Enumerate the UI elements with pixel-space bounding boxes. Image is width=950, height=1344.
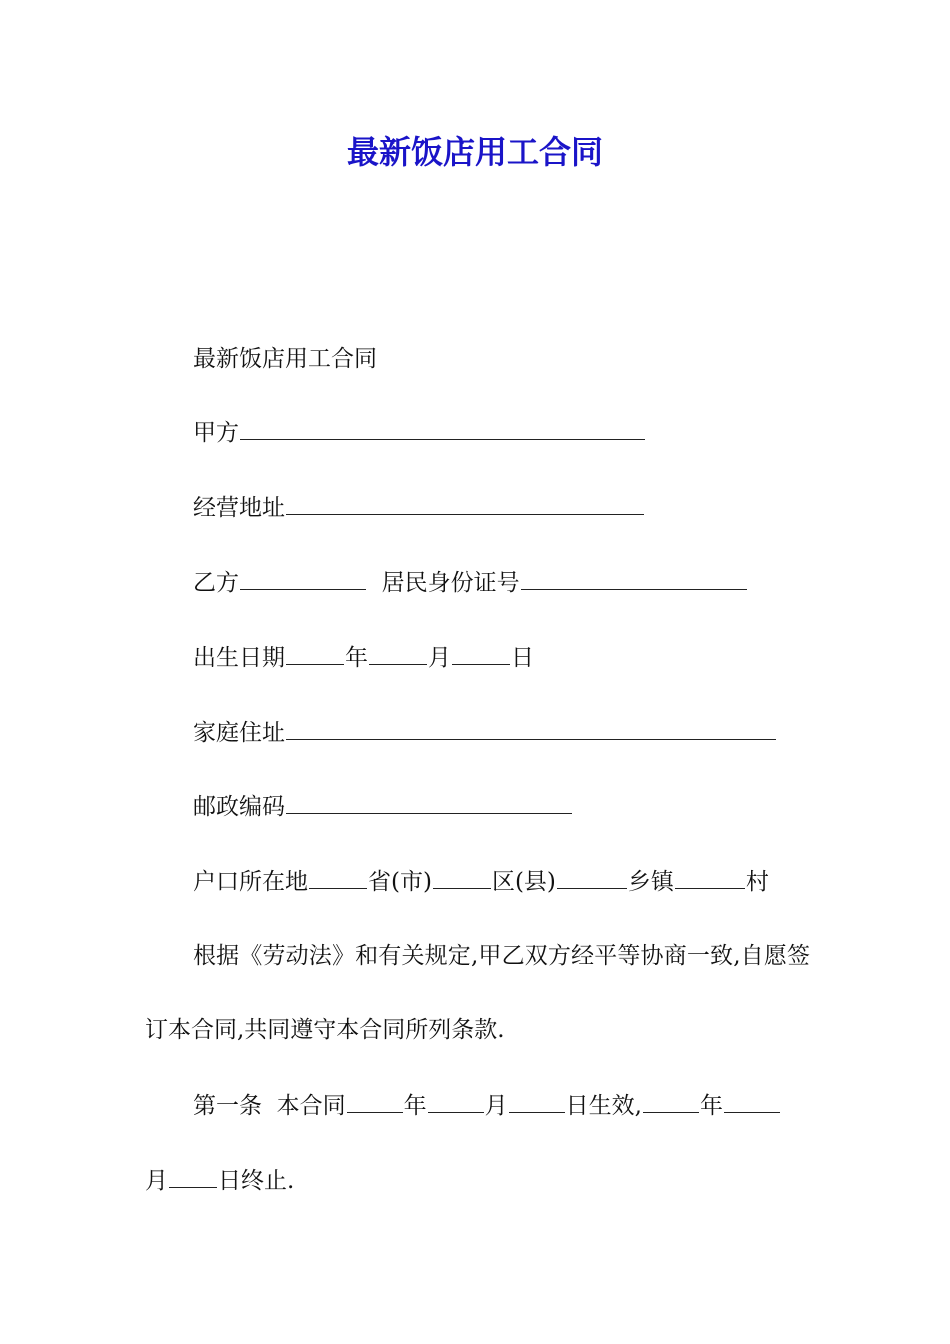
- effective-text: 日生效,: [565, 1093, 642, 1119]
- hukou-village-blank[interactable]: [675, 866, 745, 889]
- id-number-blank[interactable]: [521, 567, 747, 590]
- village-unit: 村: [745, 869, 769, 895]
- party-a-label: 甲方: [193, 420, 239, 446]
- birth-date-line: [193, 641, 534, 675]
- birth-year-unit: 年: [345, 645, 368, 671]
- hukou-province-blank[interactable]: [309, 866, 367, 889]
- intro-paragraph: 根据《劳动法》和有关规定,甲乙双方经平等协商一致,自愿签订本合同,共同遵守本合同所列条款.: [145, 943, 810, 1043]
- district-unit: 区(县): [491, 869, 556, 895]
- end-month-blank[interactable]: [724, 1090, 780, 1113]
- end-day-blank[interactable]: [169, 1165, 217, 1188]
- start-month-unit: 月: [484, 1093, 508, 1119]
- hukou-label: 户口所在地: [193, 869, 308, 895]
- terminate-text: 日终止.: [218, 1168, 295, 1194]
- party-a-blank[interactable]: [240, 417, 645, 440]
- end-year-blank[interactable]: [643, 1090, 699, 1113]
- birth-month-blank[interactable]: [369, 642, 427, 665]
- article-1-continuation: [145, 1164, 294, 1198]
- home-address-line: [193, 716, 777, 750]
- province-unit: 省(市): [368, 869, 432, 895]
- home-address-label: 家庭住址: [193, 720, 285, 746]
- document-title: 最新饭店用工合同: [346, 133, 603, 171]
- birth-year-blank[interactable]: [286, 642, 344, 665]
- start-year-blank[interactable]: [347, 1090, 403, 1113]
- birth-day-blank[interactable]: [452, 642, 510, 665]
- party-b-blank[interactable]: [240, 567, 366, 590]
- hukou-line: [193, 865, 769, 899]
- business-address-blank[interactable]: [286, 492, 644, 515]
- birth-month-unit: 月: [428, 645, 451, 671]
- start-month-blank[interactable]: [428, 1090, 484, 1113]
- document-subtitle: 最新饭店用工合同: [193, 346, 377, 372]
- postal-code-line: [193, 790, 573, 824]
- hukou-township-blank[interactable]: [557, 866, 627, 889]
- business-address-label: 经营地址: [193, 495, 285, 521]
- article-1-line: [193, 1089, 781, 1123]
- id-number-label: 居民身份证号: [381, 570, 520, 596]
- start-day-blank[interactable]: [509, 1090, 565, 1113]
- start-year-unit: 年: [403, 1093, 427, 1119]
- birth-date-label: 出生日期: [193, 645, 285, 671]
- home-address-blank[interactable]: [286, 717, 776, 740]
- party-a-line: [193, 416, 646, 450]
- postal-code-label: 邮政编码: [193, 794, 285, 820]
- hukou-district-blank[interactable]: [433, 866, 491, 889]
- township-unit: 乡镇: [627, 869, 674, 895]
- end-year-unit: 年: [699, 1093, 723, 1119]
- party-b-label: 乙方: [193, 570, 239, 596]
- end-month-unit: 月: [145, 1168, 168, 1194]
- postal-code-blank[interactable]: [286, 791, 572, 814]
- article-1-label: 第一条 本合同: [193, 1093, 346, 1119]
- birth-day-unit: 日: [511, 645, 534, 671]
- party-b-line: [193, 566, 748, 600]
- business-address-line: [193, 491, 645, 525]
